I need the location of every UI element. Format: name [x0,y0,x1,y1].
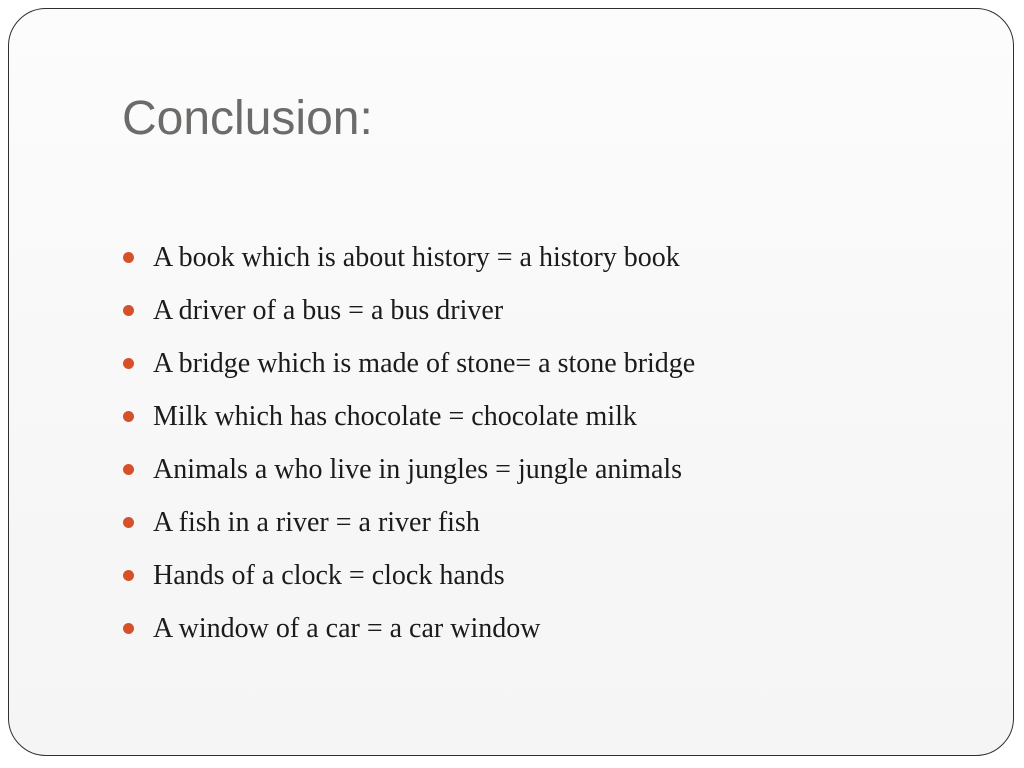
list-item [123,602,695,655]
bullet-list [123,231,695,655]
bullet-dot-icon [123,252,134,263]
bullet-text: Animals a who live in jungles = jungle animals [153,453,683,485]
bullet-dot-icon [123,411,134,422]
list-item [123,496,695,549]
list-item [123,284,695,337]
list-item [123,549,695,602]
list-item [123,390,695,443]
list-item [123,443,695,496]
bullet-text: A fish in a river = a river fish [153,506,480,538]
slide-title: Conclusion: [122,92,373,145]
bullet-text: A window of a car = a car window [153,612,541,644]
bullet-dot-icon [123,623,134,634]
bullet-dot-icon [123,517,134,528]
list-item [123,231,695,284]
bullet-dot-icon [123,358,134,369]
bullet-text: A driver of a bus = a bus driver [153,294,504,326]
slide [8,8,1014,756]
bullet-text: A bridge which is made of stone= a stone bridge [153,347,696,379]
bullet-dot-icon [123,570,134,581]
bullet-text: Milk which has chocolate = chocolate milk [153,400,637,432]
bullet-text: A book which is about history = a history book [153,241,680,273]
bullet-text: Hands of a clock = clock hands [153,559,505,591]
list-item [123,337,695,390]
bullet-dot-icon [123,464,134,475]
bullet-dot-icon [123,305,134,316]
